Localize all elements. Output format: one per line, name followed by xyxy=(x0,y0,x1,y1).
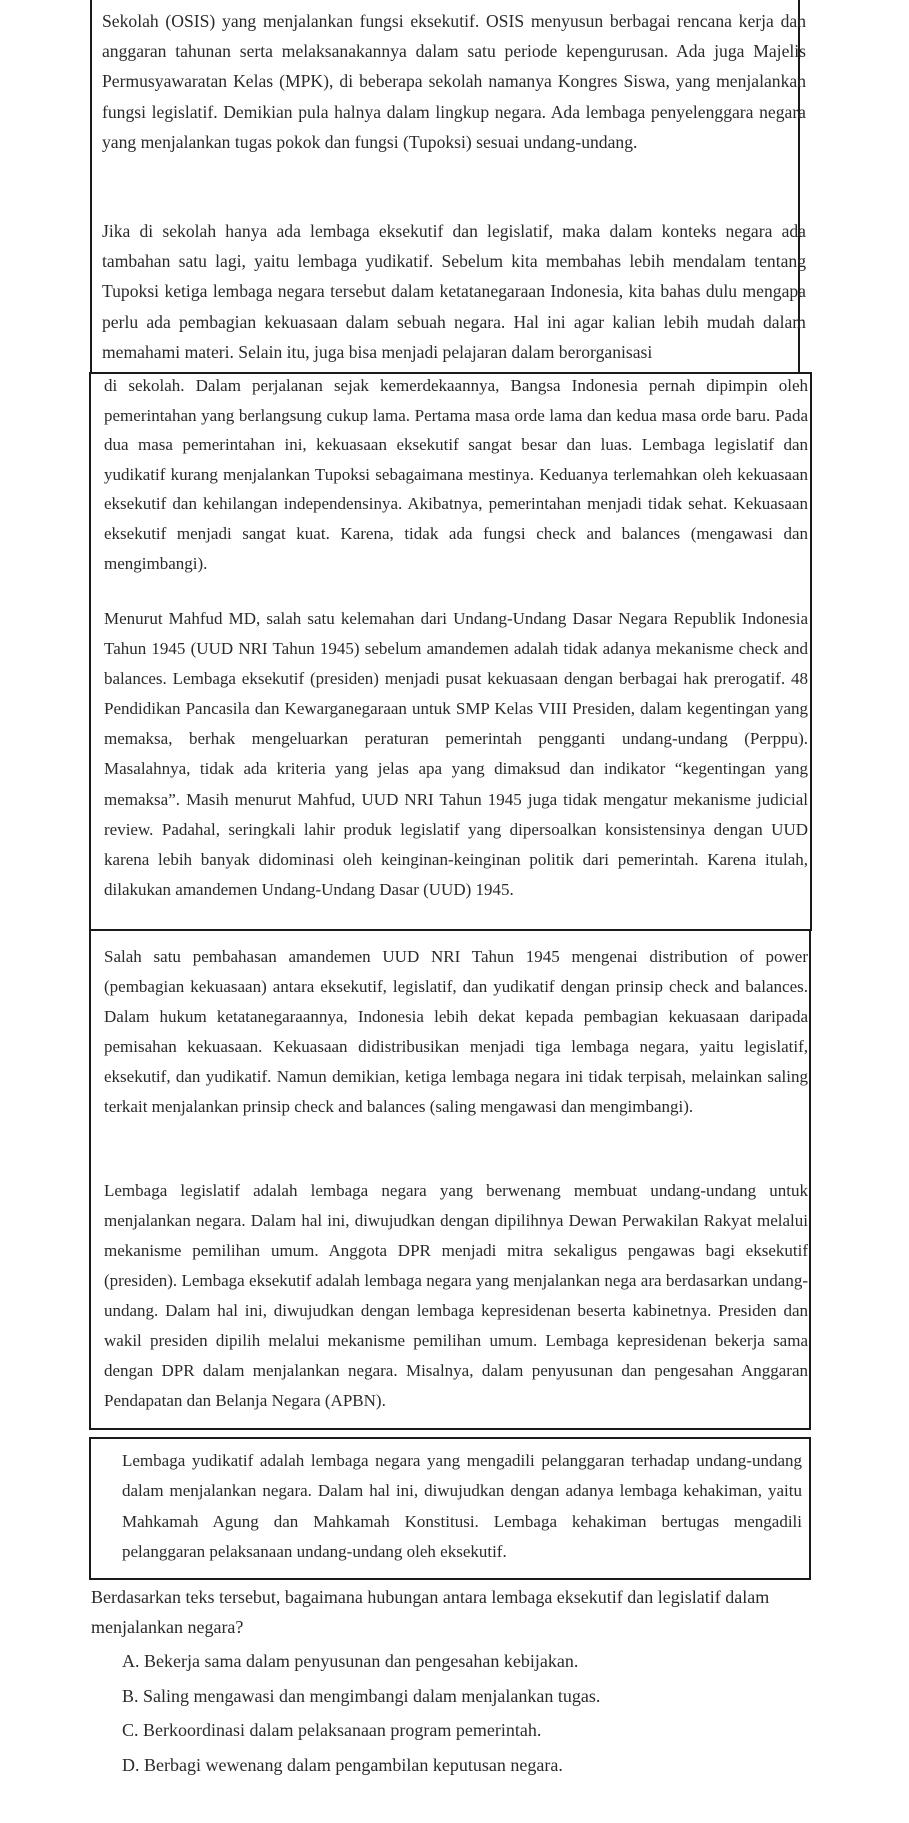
paragraph-orde-lama-baru: di sekolah. Dalam perjalanan sejak kemerdekaannya, Bangsa Indonesia pernah dipimpin oleh pemerintahan yang berlangsung cukup lama. Pertama masa orde lama dan kedua masa orde baru. Pada dua masa pemerintahan ini, kekuasaan eksekutif sangat besar dan luas. Lembaga legislatif dan yudikatif kurang menjalankan Tupoksi sebagaimana mestinya. Keduanya terlemahkan oleh kekuasaan eksekutif dan kehilangan independensinya. Akibatnya, pemerintahan menjadi tidak sehat. Kekuasaan eksekutif menjadi sangat kuat. Karena, tidak ada fungsi check and balances (mengawasi dan mengimbangi). xyxy=(104,376,808,573)
option-a[interactable]: A. Bekerja sama dalam penyusunan dan pengesahan kebijakan. xyxy=(122,1651,579,1671)
paragraph-legislatif-eksekutif: Lembaga legislatif adalah lembaga negara yang berwenang membuat undang-undang untuk menjalankan negara. Dalam hal ini, diwujudkan dengan dipilihnya Dewan Perwakilan Rakyat melalui mekanisme pemilihan umum. Anggota DPR menjadi mitra sekaligus pengawas bagi eksekutif (presiden). Lembaga eksekutif adalah lembaga negara yang menjalankan nega ara berdasarkan undang-undang. Dalam hal ini, diwujudkan dengan lembaga kepresidenan beserta kabinetnya. Presiden dan wakil presiden dipilih melalui mekanisme pemilihan umum. Lembaga kepresidenan bekerja sama dengan DPR dalam menjalankan negara. Misalnya, dalam penyusunan dan pengesahan Anggaran Pendapatan dan Belanja Negara (APBN). xyxy=(104,1181,808,1410)
paragraph-osis: Sekolah (OSIS) yang menjalankan fungsi eksekutif. OSIS menyusun berbagai rencana kerja dan anggaran tahunan serta melaksanakannya dalam satu periode kepengurusan. Ada juga Majelis Permusyawaratan Kelas (MPK), di beberapa sekolah namanya Kongres Siswa, yang menjalankan fungsi legislatif. Demikian pula halnya dalam lingkup negara. Ada lembaga penyelenggara negara yang menjalankan tugas pokok dan fungsi (Tupoksi) sesuai undang-undang. xyxy=(102,11,806,152)
paragraph-amandemen: Salah satu pembahasan amandemen UUD NRI Tahun 1945 mengenai distribution of power (pembagian kekuasaan) antara eksekutif, legislatif, dan yudikatif dengan prinsip check and balances. Dalam hukum ketatanegaraannya, Indonesia lebih dekat kepada pembagian kekuasaan daripada pemisahan kekuasaan. Kekuasaan didistribusikan menjadi tiga lembaga negara, yaitu legislatif, eksekutif, dan yudikatif. Namun demikian, ketiga lembaga negara ini tidak terpisah, melainkan saling terkait menjalankan prinsip check and balances (saling mengawasi dan mengimbangi). xyxy=(104,947,808,1116)
option-c[interactable]: C. Berkoordinasi dalam pelaksanaan program pemerintah. xyxy=(122,1720,542,1740)
option-b[interactable]: B. Saling mengawasi dan mengimbangi dalam menjalankan tugas. xyxy=(122,1685,601,1706)
option-d[interactable]: D. Berbagi wewenang dalam pengambilan keputusan negara. xyxy=(122,1754,563,1775)
paragraph-yudikatif: Lembaga yudikatif adalah lembaga negara yang mengadili pelanggaran terhadap undang-undang dalam menjalankan negara. Dalam hal ini, diwujudkan dengan adanya lembaga kehakiman, yaitu Mahkamah Agung dan Mahkamah Konstitusi. Lembaga kehakiman bertugas mengadili pelanggaran pelaksanaan undang-undang oleh eksekutif. xyxy=(122,1451,802,1562)
paragraph-mahfud-md: Menurut Mahfud MD, salah satu kelemahan dari Undang-Undang Dasar Negara Republik Indonesia Tahun 1945 (UUD NRI Tahun 1945) sebelum amandemen adalah tidak adanya mekanisme check and balances. Lembaga eksekutif (presiden) menjadi pusat kekuasaan dengan berbagai hak prerogatif. 48 Pendidikan Pancasila dan Kewarganegaraan untuk SMP Kelas VIII Presiden, dalam kegentingan yang memaksa, berhak mengeluarkan peraturan pemerintah pengganti undang-undang (Perppu). Masalahnya, tidak ada kriteria yang jelas apa yang dimaksud dan indikator “kegentingan yang memaksa”. Masih menurut Mahfud, UUD NRI Tahun 1945 juga tidak mengatur mekanisme judicial review. Padahal, seringkali lahir produk legislatif yang dipersoalkan konsistensinya dengan UUD karena lebih banyak didominasi oleh keinginan-keinginan politik dari pemerintah. Karena itulah, dilakukan amandemen Undang-Undang Dasar (UUD) 1945. xyxy=(104,609,808,899)
question-text: Berdasarkan teks tersebut, bagaimana hubungan antara lembaga eksekutif dan legislatif dalam menjalankan negara? xyxy=(91,1587,770,1637)
answer-options xyxy=(122,1647,600,1785)
paragraph-yudikatif-intro: Jika di sekolah hanya ada lembaga eksekutif dan legislatif, maka dalam konteks negara ada tambahan satu lagi, yaitu lembaga yudikatif. Sebelum kita membahas lebih mendalam tentang Tupoksi ketiga lembaga negara tersebut dalam ketatanegaraan Indonesia, kita bahas dulu mengapa perlu ada pembagian kekuasaan dalam sebuah negara. Hal ini agar kalian lebih mudah dalam memahami materi. Selain itu, juga bisa menjadi pelajaran dalam berorganisasi xyxy=(102,221,806,362)
